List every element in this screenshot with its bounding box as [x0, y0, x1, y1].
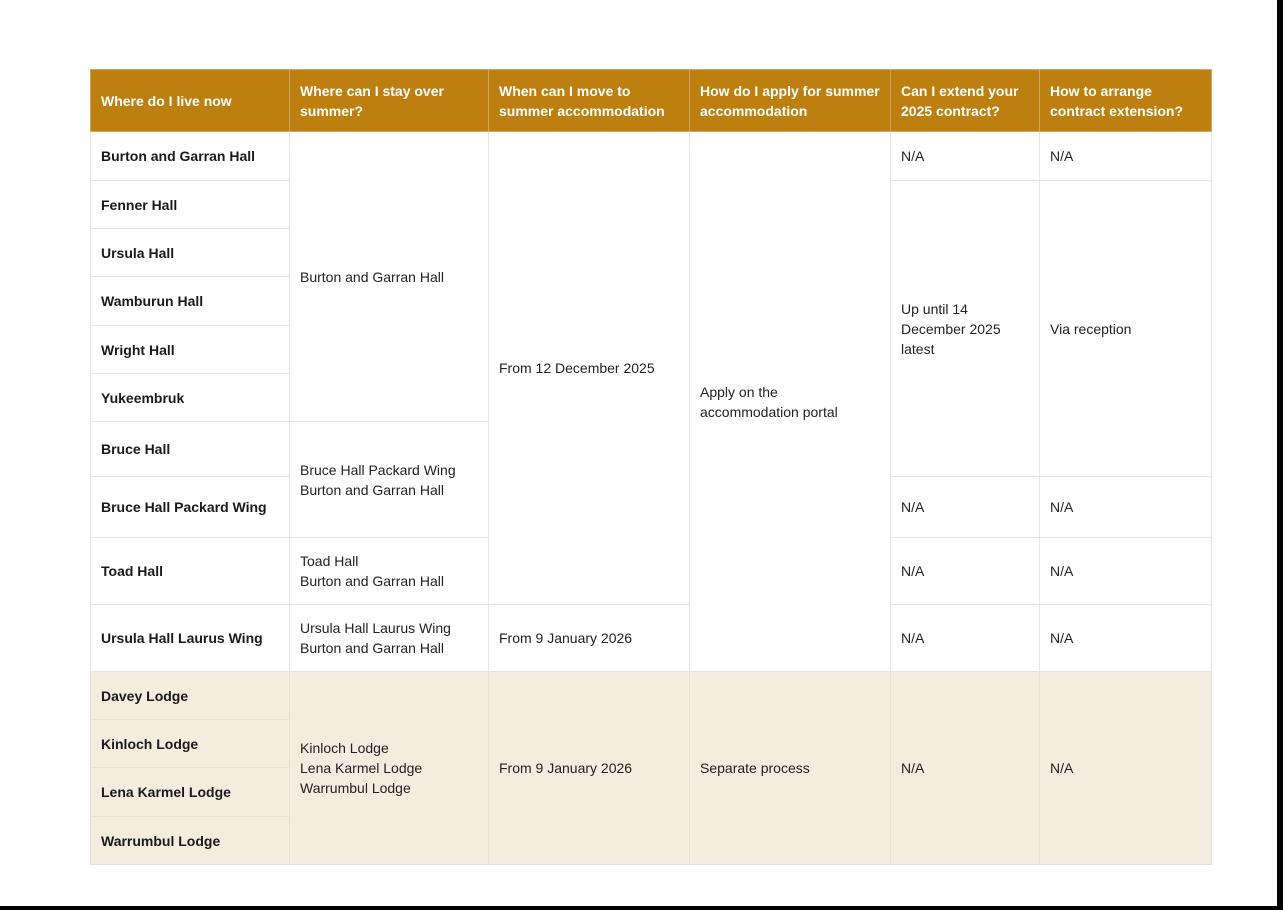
arrange-cell: N/A	[1040, 672, 1212, 865]
extend-cell	[891, 181, 1040, 477]
table-row	[91, 672, 1212, 720]
extend-cell: N/A	[891, 605, 1040, 672]
arrange-text: Via reception	[1050, 320, 1132, 337]
arrange-cell: N/A	[1040, 477, 1212, 538]
summer-stay-cell	[290, 672, 489, 865]
arrange-cell	[1040, 181, 1212, 477]
arrange-cell: N/A	[1040, 538, 1212, 605]
summer-stay-cell	[290, 132, 489, 422]
apply-cell: Separate process	[690, 672, 891, 865]
residence-name: Ursula Hall Laurus Wing	[91, 605, 290, 672]
summer-stay-text-line: Warrumbul Lodge	[300, 780, 411, 796]
window-edge-bottom	[0, 906, 1283, 910]
apply-text-line: Apply on the	[700, 383, 778, 400]
residence-name: Warrumbul Lodge	[91, 817, 290, 865]
residence-name: Wamburun Hall	[91, 277, 290, 326]
summer-accommodation-table	[90, 69, 1212, 865]
summer-stay-text-line: Burton and Garran Hall	[300, 573, 444, 589]
residence-name: Kinloch Lodge	[91, 720, 290, 768]
window-edge-right	[1277, 0, 1283, 910]
move-date-text: From 12 December 2025	[499, 360, 655, 376]
header-where-live-now: Where do I live now	[91, 70, 290, 132]
arrange-cell: N/A	[1040, 605, 1212, 672]
extend-cell: N/A	[891, 132, 1040, 181]
arrange-cell: N/A	[1040, 132, 1212, 181]
apply-cell	[690, 132, 891, 672]
residence-name: Davey Lodge	[91, 672, 290, 720]
residence-name: Toad Hall	[91, 538, 290, 605]
residence-name: Fenner Hall	[91, 181, 290, 229]
table-row	[91, 132, 1212, 181]
summer-stay-text-line: Ursula Hall Laurus Wing	[300, 620, 451, 636]
residence-name: Burton and Garran Hall	[91, 132, 290, 181]
extend-text-line: latest	[901, 340, 935, 357]
residence-name: Wright Hall	[91, 326, 290, 374]
residence-name: Ursula Hall	[91, 229, 290, 277]
residence-name: Lena Karmel Lodge	[91, 768, 290, 817]
extend-text-line: December 2025	[901, 320, 1001, 337]
extend-cell: N/A	[891, 672, 1040, 865]
move-date-cell: From 9 January 2026	[489, 605, 690, 672]
summer-stay-cell	[290, 422, 489, 538]
extend-cell: N/A	[891, 538, 1040, 605]
header-can-extend: Can I extend your 2025 contract?	[891, 70, 1040, 132]
header-how-apply: How do I apply for summer accommodation	[690, 70, 891, 132]
summer-stay-text-line: Toad Hall	[300, 553, 359, 569]
header-where-stay-summer: Where can I stay over summer?	[290, 70, 489, 132]
summer-stay-cell	[290, 538, 489, 605]
summer-stay-text: Burton and Garran Hall	[300, 268, 444, 285]
summer-stay-text-line: Lena Karmel Lodge	[300, 760, 423, 776]
residence-name: Yukeembruk	[91, 374, 290, 422]
summer-stay-cell	[290, 605, 489, 672]
header-when-move: When can I move to summer accommodation	[489, 70, 690, 132]
residence-name: Bruce Hall	[91, 422, 290, 477]
summer-stay-text-line: Kinloch Lodge	[300, 740, 389, 756]
summer-stay-text-line: Burton and Garran Hall	[300, 481, 444, 498]
extend-cell: N/A	[891, 477, 1040, 538]
header-how-arrange: How to arrange contract extension?	[1040, 70, 1212, 132]
table-row	[91, 605, 1212, 672]
extend-text-line: Up until 14	[901, 300, 968, 317]
table-header-row	[91, 70, 1212, 132]
summer-stay-text-line: Bruce Hall Packard Wing	[300, 461, 456, 478]
summer-stay-text-line: Burton and Garran Hall	[300, 640, 444, 656]
residence-name: Bruce Hall Packard Wing	[91, 477, 290, 538]
move-date-cell: From 9 January 2026	[489, 672, 690, 865]
apply-text-line: accommodation portal	[700, 403, 838, 420]
move-date-cell	[489, 132, 690, 605]
